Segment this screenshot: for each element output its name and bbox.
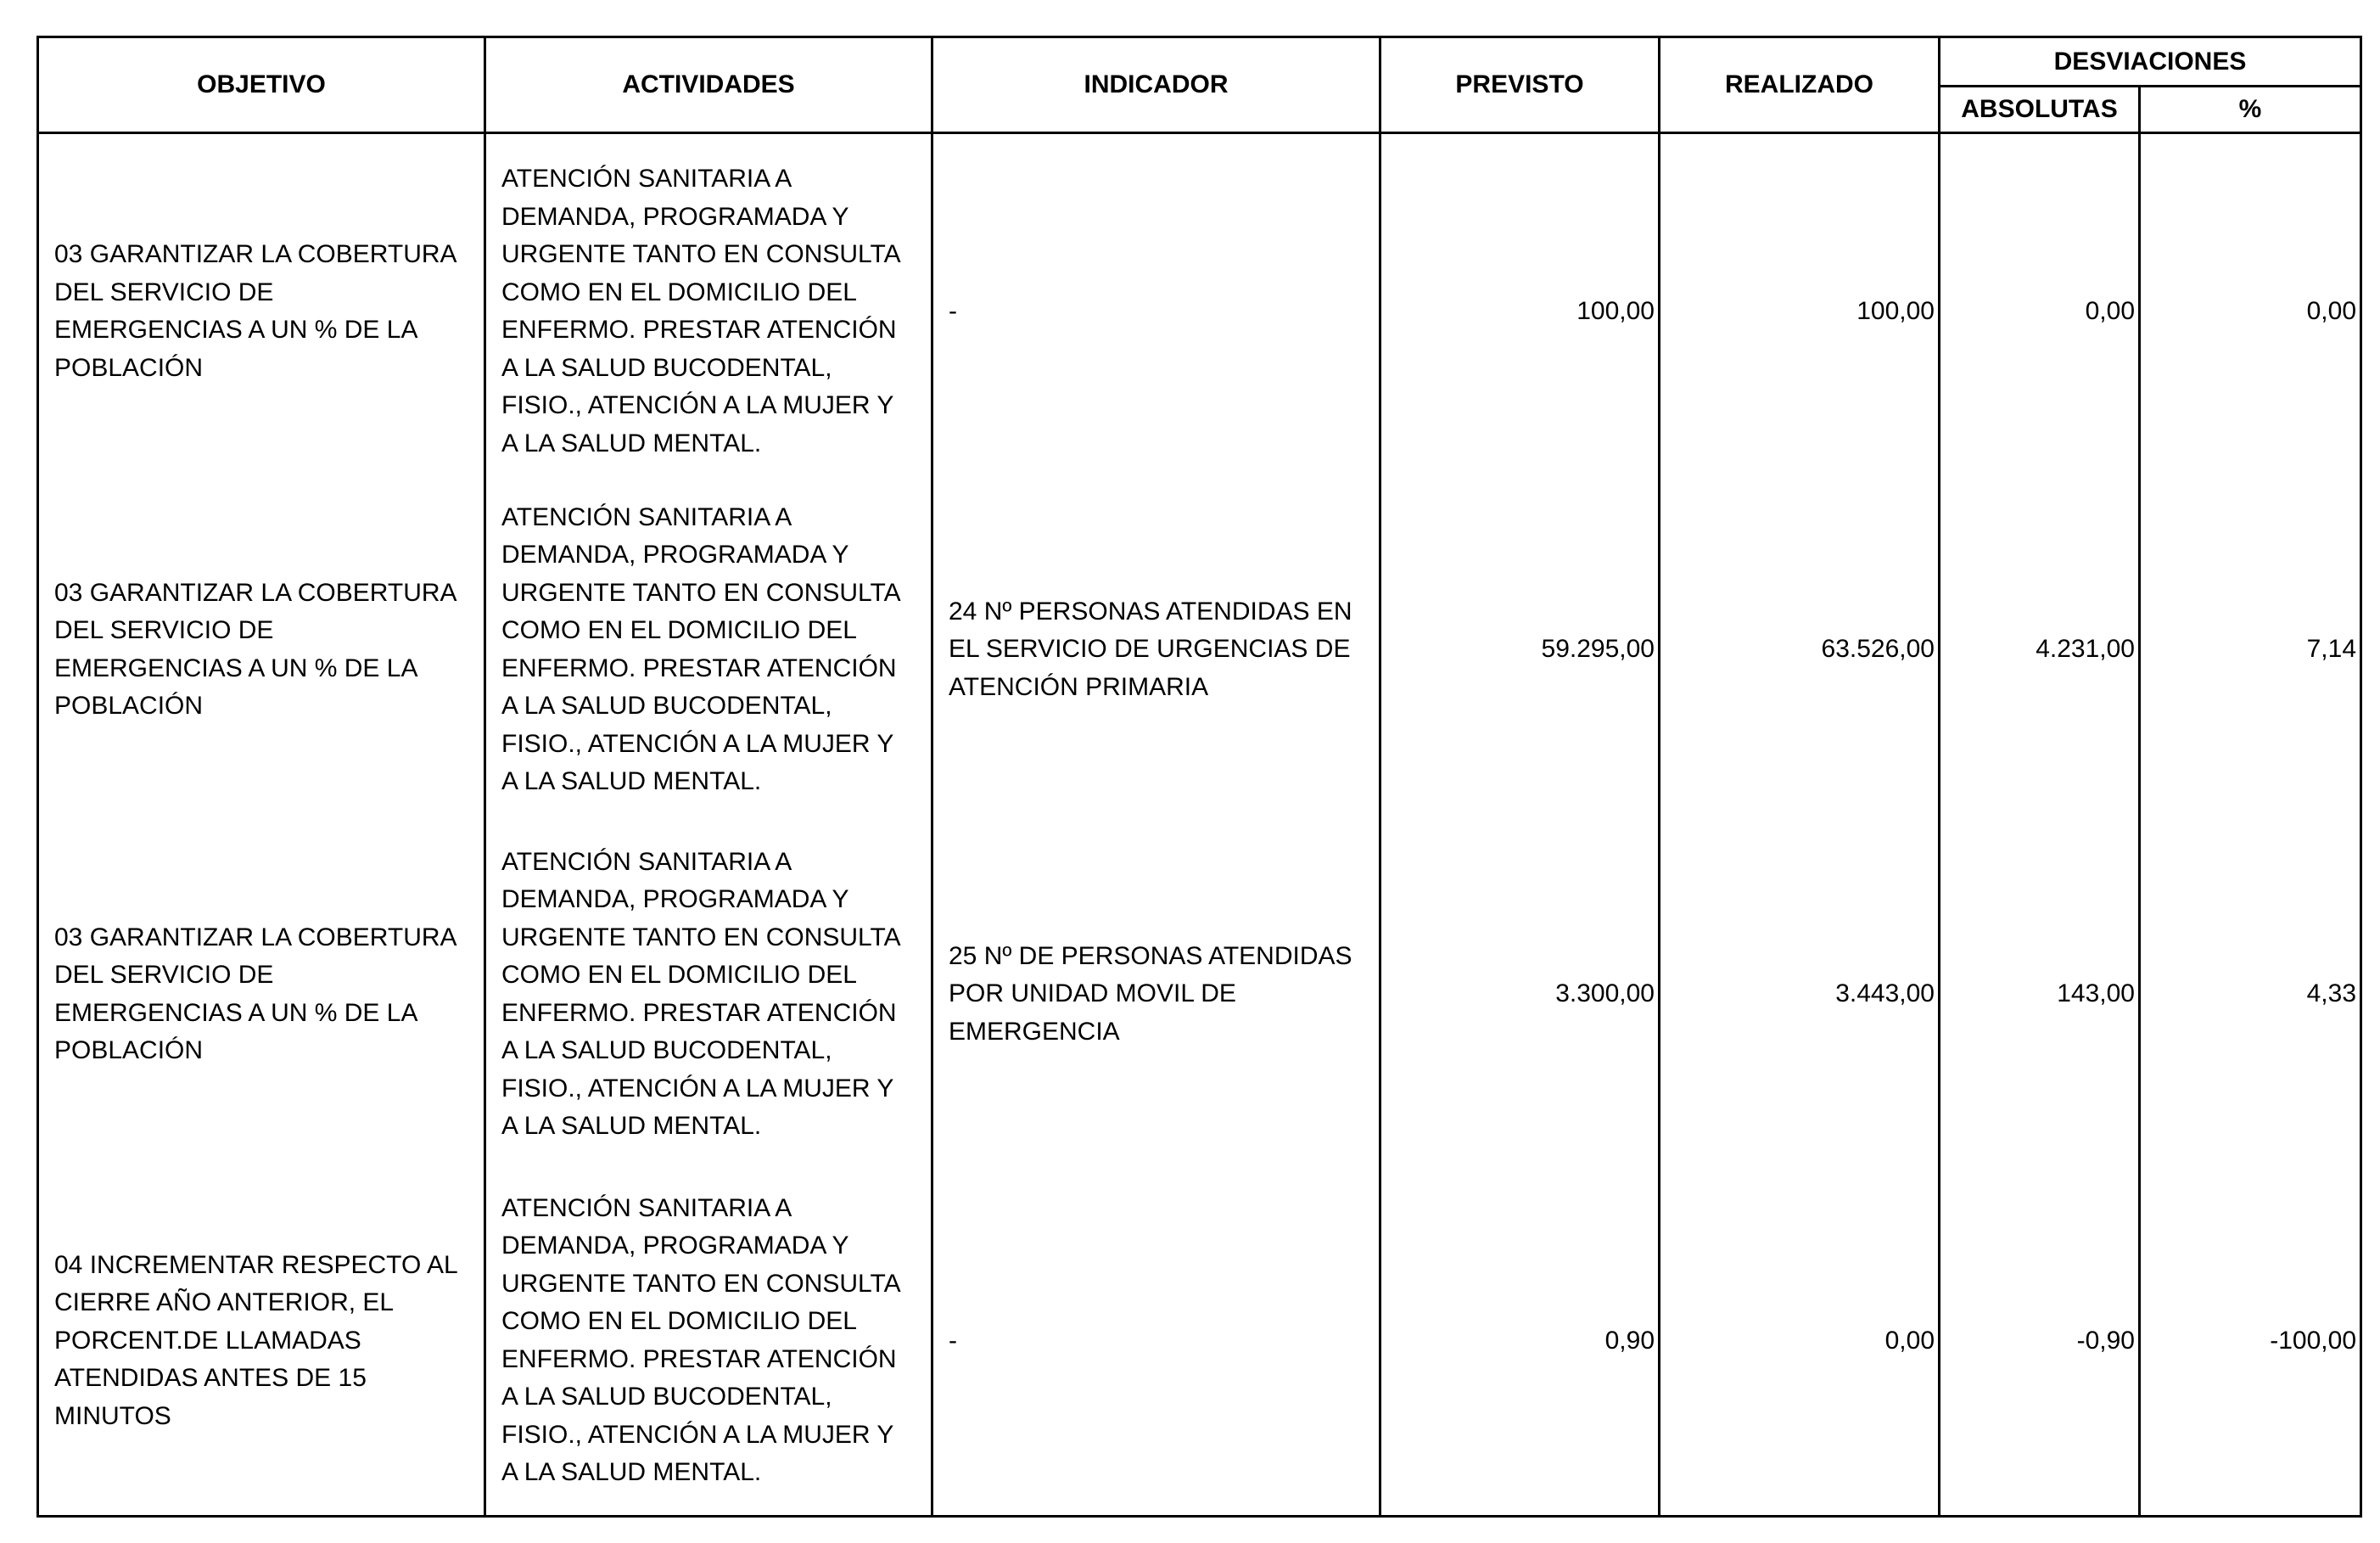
header-porcentaje: % <box>2140 87 2361 133</box>
cell-indicador: - <box>932 133 1380 478</box>
header-desviaciones: DESVIACIONES <box>1940 37 2361 87</box>
cell-realizado: 0,00 <box>1660 1167 1940 1517</box>
cell-absolutas: 0,00 <box>1940 133 2140 478</box>
cell-absolutas: 4.231,00 <box>1940 478 2140 822</box>
cell-actividades: ATENCIÓN SANITARIA A DEMANDA, PROGRAMADA Y URGENTE TANTO EN CONSULTA COMO EN EL DOMICILIO DEL ENFERMO. PRESTAR ATENCIÓN A LA SALUD BUCODENTAL, FISIO., ATENCIÓN A LA MUJER Y A LA SALUD MENTAL. <box>485 1167 932 1517</box>
header-realizado: REALIZADO <box>1660 37 1940 133</box>
header-absolutas: ABSOLUTAS <box>1940 87 2140 133</box>
cell-objetivo: 03 GARANTIZAR LA COBERTURA DEL SERVICIO DE EMERGENCIAS A UN % DE LA POBLACIÓN <box>38 822 485 1167</box>
cell-realizado: 3.443,00 <box>1660 822 1940 1167</box>
cell-realizado: 63.526,00 <box>1660 478 1940 822</box>
cell-absolutas: 143,00 <box>1940 822 2140 1167</box>
cell-porcentaje: -100,00 <box>2140 1167 2361 1517</box>
objectives-table <box>36 36 2362 1518</box>
cell-realizado: 100,00 <box>1660 133 1940 478</box>
cell-indicador: 24 Nº PERSONAS ATENDIDAS EN EL SERVICIO DE URGENCIAS DE ATENCIÓN PRIMARIA <box>932 478 1380 822</box>
table-body <box>38 133 2361 1517</box>
table-row <box>38 478 2361 822</box>
cell-previsto: 0,90 <box>1380 1167 1660 1517</box>
cell-previsto: 59.295,00 <box>1380 478 1660 822</box>
cell-objetivo: 04 INCREMENTAR RESPECTO AL CIERRE AÑO ANTERIOR, EL PORCENT.DE LLAMADAS ATENDIDAS ANTES DE 15 MINUTOS <box>38 1167 485 1517</box>
table-row <box>38 822 2361 1167</box>
header-previsto: PREVISTO <box>1380 37 1660 133</box>
cell-absolutas: -0,90 <box>1940 1167 2140 1517</box>
cell-objetivo: 03 GARANTIZAR LA COBERTURA DEL SERVICIO DE EMERGENCIAS A UN % DE LA POBLACIÓN <box>38 133 485 478</box>
cell-indicador: 25 Nº DE PERSONAS ATENDIDAS POR UNIDAD MOVIL DE EMERGENCIA <box>932 822 1380 1167</box>
table-row <box>38 133 2361 478</box>
table-header <box>38 37 2361 133</box>
cell-porcentaje: 7,14 <box>2140 478 2361 822</box>
cell-actividades: ATENCIÓN SANITARIA A DEMANDA, PROGRAMADA Y URGENTE TANTO EN CONSULTA COMO EN EL DOMICILIO DEL ENFERMO. PRESTAR ATENCIÓN A LA SALUD BUCODENTAL, FISIO., ATENCIÓN A LA MUJER Y A LA SALUD MENTAL. <box>485 822 932 1167</box>
cell-porcentaje: 4,33 <box>2140 822 2361 1167</box>
cell-porcentaje: 0,00 <box>2140 133 2361 478</box>
cell-indicador: - <box>932 1167 1380 1517</box>
cell-actividades: ATENCIÓN SANITARIA A DEMANDA, PROGRAMADA Y URGENTE TANTO EN CONSULTA COMO EN EL DOMICILIO DEL ENFERMO. PRESTAR ATENCIÓN A LA SALUD BUCODENTAL, FISIO., ATENCIÓN A LA MUJER Y A LA SALUD MENTAL. <box>485 478 932 822</box>
header-indicador: INDICADOR <box>932 37 1380 133</box>
cell-objetivo: 03 GARANTIZAR LA COBERTURA DEL SERVICIO DE EMERGENCIAS A UN % DE LA POBLACIÓN <box>38 478 485 822</box>
cell-actividades: ATENCIÓN SANITARIA A DEMANDA, PROGRAMADA Y URGENTE TANTO EN CONSULTA COMO EN EL DOMICILIO DEL ENFERMO. PRESTAR ATENCIÓN A LA SALUD BUCODENTAL, FISIO., ATENCIÓN A LA MUJER Y A LA SALUD MENTAL. <box>485 133 932 478</box>
cell-previsto: 3.300,00 <box>1380 822 1660 1167</box>
table-row <box>38 1167 2361 1517</box>
header-objetivo: OBJETIVO <box>38 37 485 133</box>
cell-previsto: 100,00 <box>1380 133 1660 478</box>
header-actividades: ACTIVIDADES <box>485 37 932 133</box>
